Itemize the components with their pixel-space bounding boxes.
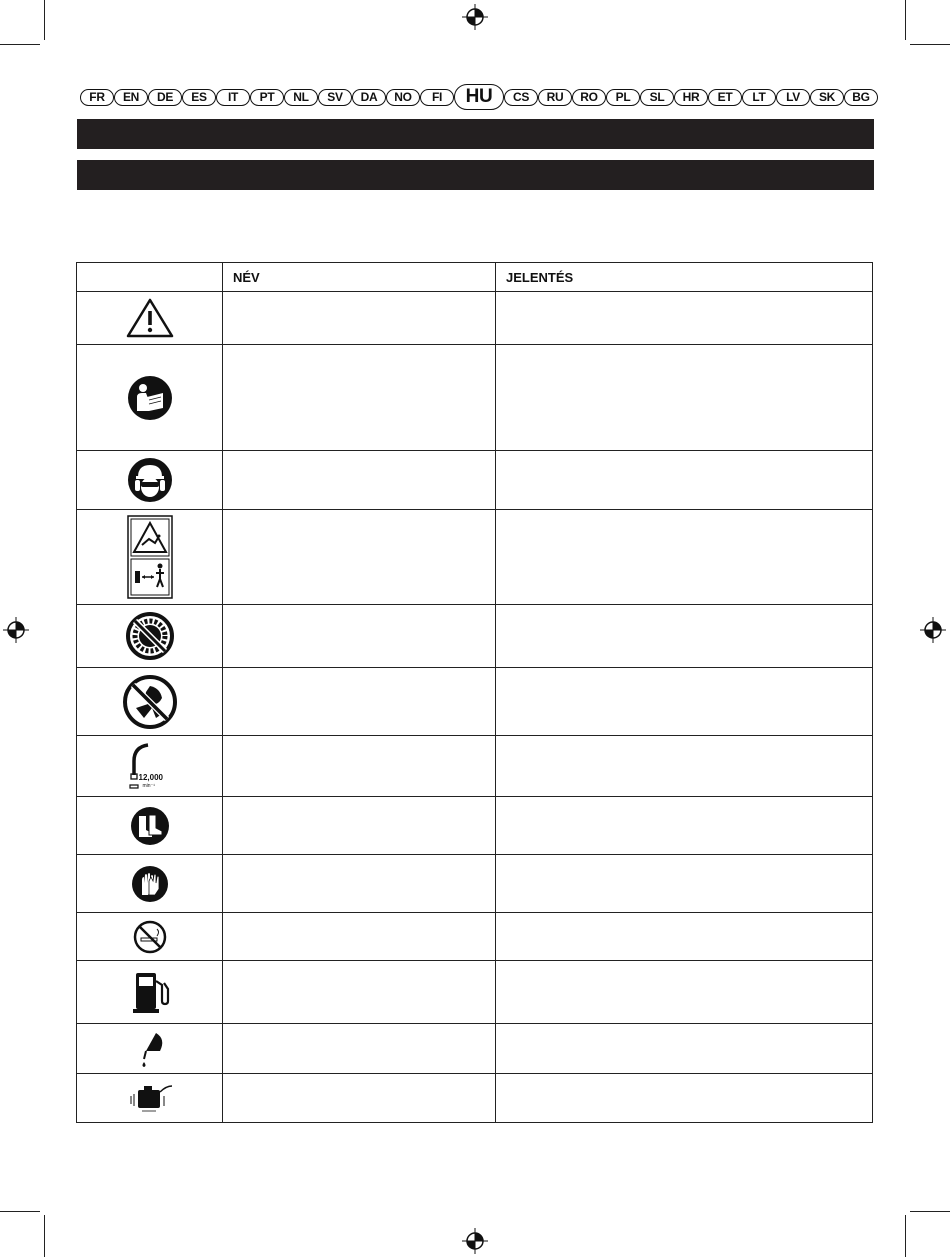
- row-name: [223, 668, 496, 736]
- helmet-eye-ear-protection-icon: [127, 457, 173, 503]
- row-name: [223, 510, 496, 605]
- crop-mark: [0, 1211, 40, 1212]
- language-tab-sk[interactable]: SK: [810, 89, 844, 106]
- row-name: [223, 961, 496, 1024]
- row-meaning: [496, 292, 873, 345]
- row-meaning: [496, 961, 873, 1024]
- row-name: [223, 292, 496, 345]
- speed-value: 12,000: [138, 773, 163, 782]
- gloves-icon: [131, 865, 169, 903]
- language-tab-sl[interactable]: SL: [640, 89, 674, 106]
- language-tab-hu-active[interactable]: HU: [454, 84, 504, 110]
- crop-mark: [910, 1211, 950, 1212]
- language-tab-de[interactable]: DE: [148, 89, 182, 106]
- table-row: [77, 913, 873, 961]
- language-tab-pt[interactable]: PT: [250, 89, 284, 106]
- row-name: [223, 451, 496, 510]
- projectile-distance-warning-icon: [127, 515, 173, 599]
- row-name: [223, 855, 496, 913]
- row-name: [223, 605, 496, 668]
- registration-mark-icon: [920, 617, 946, 643]
- oil-drop-icon: [132, 1029, 168, 1069]
- speed-rating-icon: [126, 741, 174, 791]
- symbols-table: [76, 262, 873, 1123]
- no-saw-blade-icon: [125, 611, 175, 661]
- protective-boots-icon: [130, 806, 170, 846]
- language-tab-bg[interactable]: BG: [844, 89, 878, 106]
- fuel-pump-icon: [130, 969, 170, 1015]
- crop-mark: [910, 44, 950, 45]
- language-tab-da[interactable]: DA: [352, 89, 386, 106]
- language-tab-es[interactable]: ES: [182, 89, 216, 106]
- crop-mark: [905, 0, 906, 40]
- language-tab-no[interactable]: NO: [386, 89, 420, 106]
- language-tab-ru[interactable]: RU: [538, 89, 572, 106]
- table-row: [77, 855, 873, 913]
- header-meaning: JELENTÉS: [496, 263, 873, 292]
- table-row: [77, 605, 873, 668]
- warning-triangle-icon: [125, 297, 175, 339]
- row-meaning: [496, 668, 873, 736]
- language-tab-lv[interactable]: LV: [776, 89, 810, 106]
- subsection-header-band: [77, 160, 874, 190]
- row-name: [223, 736, 496, 797]
- row-name: [223, 1074, 496, 1123]
- row-meaning: [496, 510, 873, 605]
- language-tab-hr[interactable]: HR: [674, 89, 708, 106]
- language-tab-fr[interactable]: FR: [80, 89, 114, 106]
- registration-mark-icon: [3, 617, 29, 643]
- header-symbol: [77, 263, 223, 292]
- crop-mark: [44, 0, 45, 40]
- no-smoking-icon: [133, 920, 167, 954]
- language-tab-cs[interactable]: CS: [504, 89, 538, 106]
- row-meaning: [496, 451, 873, 510]
- table-row: [77, 1074, 873, 1123]
- language-selector: [80, 85, 872, 109]
- registration-mark-icon: [462, 1228, 488, 1254]
- language-tab-fi[interactable]: FI: [420, 89, 454, 106]
- table-row: [77, 345, 873, 451]
- row-meaning: [496, 1024, 873, 1074]
- row-name: [223, 797, 496, 855]
- row-name: [223, 913, 496, 961]
- table-row: [77, 510, 873, 605]
- table-row: [77, 1024, 873, 1074]
- section-header-band: [77, 119, 874, 149]
- row-meaning: [496, 1074, 873, 1123]
- table-row: [77, 961, 873, 1024]
- language-tab-pl[interactable]: PL: [606, 89, 640, 106]
- row-meaning: [496, 855, 873, 913]
- speed-unit: min⁻¹: [142, 783, 155, 789]
- row-name: [223, 345, 496, 451]
- language-tab-sv[interactable]: SV: [318, 89, 352, 106]
- crop-mark: [905, 1215, 906, 1257]
- language-tab-lt[interactable]: LT: [742, 89, 776, 106]
- row-meaning: [496, 913, 873, 961]
- language-tab-ro[interactable]: RO: [572, 89, 606, 106]
- table-header-row: [77, 263, 873, 292]
- header-name: NÉV: [223, 263, 496, 292]
- language-tab-it[interactable]: IT: [216, 89, 250, 106]
- row-meaning: [496, 345, 873, 451]
- table-row: [77, 668, 873, 736]
- crop-mark: [0, 44, 40, 45]
- fuel-can-icon: [126, 1080, 174, 1116]
- table-row: [77, 736, 873, 797]
- language-tab-et[interactable]: ET: [708, 89, 742, 106]
- row-meaning: [496, 605, 873, 668]
- language-tab-en[interactable]: EN: [114, 89, 148, 106]
- row-meaning: [496, 736, 873, 797]
- language-tab-nl[interactable]: NL: [284, 89, 318, 106]
- crop-mark: [44, 1215, 45, 1257]
- table-row: [77, 292, 873, 345]
- table-row: [77, 797, 873, 855]
- table-row: [77, 451, 873, 510]
- row-name: [223, 1024, 496, 1074]
- no-brush-blade-icon: [122, 674, 178, 730]
- read-manual-icon: [127, 375, 173, 421]
- registration-mark-icon: [462, 4, 488, 30]
- row-meaning: [496, 797, 873, 855]
